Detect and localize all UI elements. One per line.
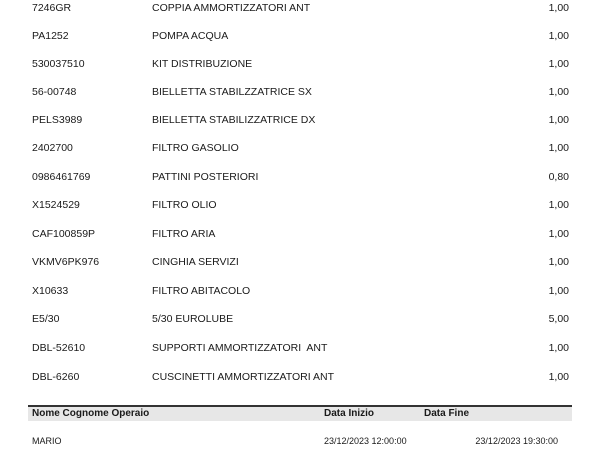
part-description: POMPA ACQUA (152, 30, 229, 42)
part-code: PA1252 (32, 30, 69, 42)
part-description: BIELLETTA STABILIZZATRICE DX (152, 114, 316, 126)
part-code: 7246GR (32, 2, 72, 14)
part-quantity: 1,00 (548, 342, 569, 354)
part-code: 56-00748 (32, 86, 77, 98)
part-description: BIELLETTA STABILZZATRICE SX (152, 86, 312, 98)
part-code: X1524529 (32, 199, 80, 211)
part-code: 2402700 (32, 142, 73, 154)
operator-row (28, 434, 572, 448)
table-row (0, 282, 600, 300)
table-row (0, 368, 600, 386)
part-code: DBL-52610 (32, 342, 86, 354)
operator-table-header (28, 407, 572, 421)
table-row (0, 27, 600, 45)
part-quantity: 1,00 (548, 142, 569, 154)
part-description: SUPPORTI AMMORTIZZATORI ANT (152, 342, 328, 354)
operator-name: MARIO (32, 436, 62, 446)
part-code: X10633 (32, 285, 69, 297)
part-code: 530037510 (32, 58, 85, 70)
header-start-date: Data Inizio (324, 408, 375, 419)
part-quantity: 1,00 (548, 114, 569, 126)
table-row (0, 111, 600, 129)
part-quantity: 1,00 (548, 58, 569, 70)
part-quantity: 5,00 (548, 313, 569, 325)
part-code: PELS3989 (32, 114, 83, 126)
part-description: FILTRO ARIA (152, 228, 216, 240)
part-description: PATTINI POSTERIORI (152, 171, 259, 183)
table-row (0, 339, 600, 357)
part-quantity: 1,00 (548, 30, 569, 42)
part-description: KIT DISTRIBUZIONE (152, 58, 253, 70)
part-code: CAF100859P (32, 228, 96, 240)
part-code: VKMV6PK976 (32, 256, 100, 268)
part-quantity: 1,00 (548, 199, 569, 211)
header-operator-name: Nome Cognome Operaio (32, 408, 150, 419)
part-quantity: 1,00 (548, 86, 569, 98)
part-quantity: 0,80 (548, 171, 569, 183)
part-description: FILTRO GASOLIO (152, 142, 239, 154)
part-code: DBL-6260 (32, 371, 80, 383)
table-row (0, 253, 600, 271)
part-code: 0986461769 (32, 171, 91, 183)
table-row (0, 0, 600, 17)
table-row (0, 83, 600, 101)
part-quantity: 1,00 (548, 285, 569, 297)
part-description: CINGHIA SERVIZI (152, 256, 239, 268)
part-description: FILTRO OLIO (152, 199, 217, 211)
header-end-date: Data Fine (424, 408, 470, 419)
part-quantity: 1,00 (548, 2, 569, 14)
part-quantity: 1,00 (548, 371, 569, 383)
operator-end-date: 23/12/2023 19:30:00 (475, 436, 558, 446)
table-row (0, 196, 600, 214)
table-row (0, 55, 600, 73)
part-code: E5/30 (32, 313, 60, 325)
part-quantity: 1,00 (548, 256, 569, 268)
table-row (0, 310, 600, 328)
table-row (0, 168, 600, 186)
table-row (0, 139, 600, 157)
part-description: CUSCINETTI AMMORTIZZATORI ANT (152, 371, 335, 383)
part-description: FILTRO ABITACOLO (152, 285, 251, 297)
part-description: COPPIA AMMORTIZZATORI ANT (152, 2, 311, 14)
table-row (0, 225, 600, 243)
part-quantity: 1,00 (548, 228, 569, 240)
part-description: 5/30 EUROLUBE (152, 313, 234, 325)
operator-start-date: 23/12/2023 12:00:00 (324, 436, 407, 446)
